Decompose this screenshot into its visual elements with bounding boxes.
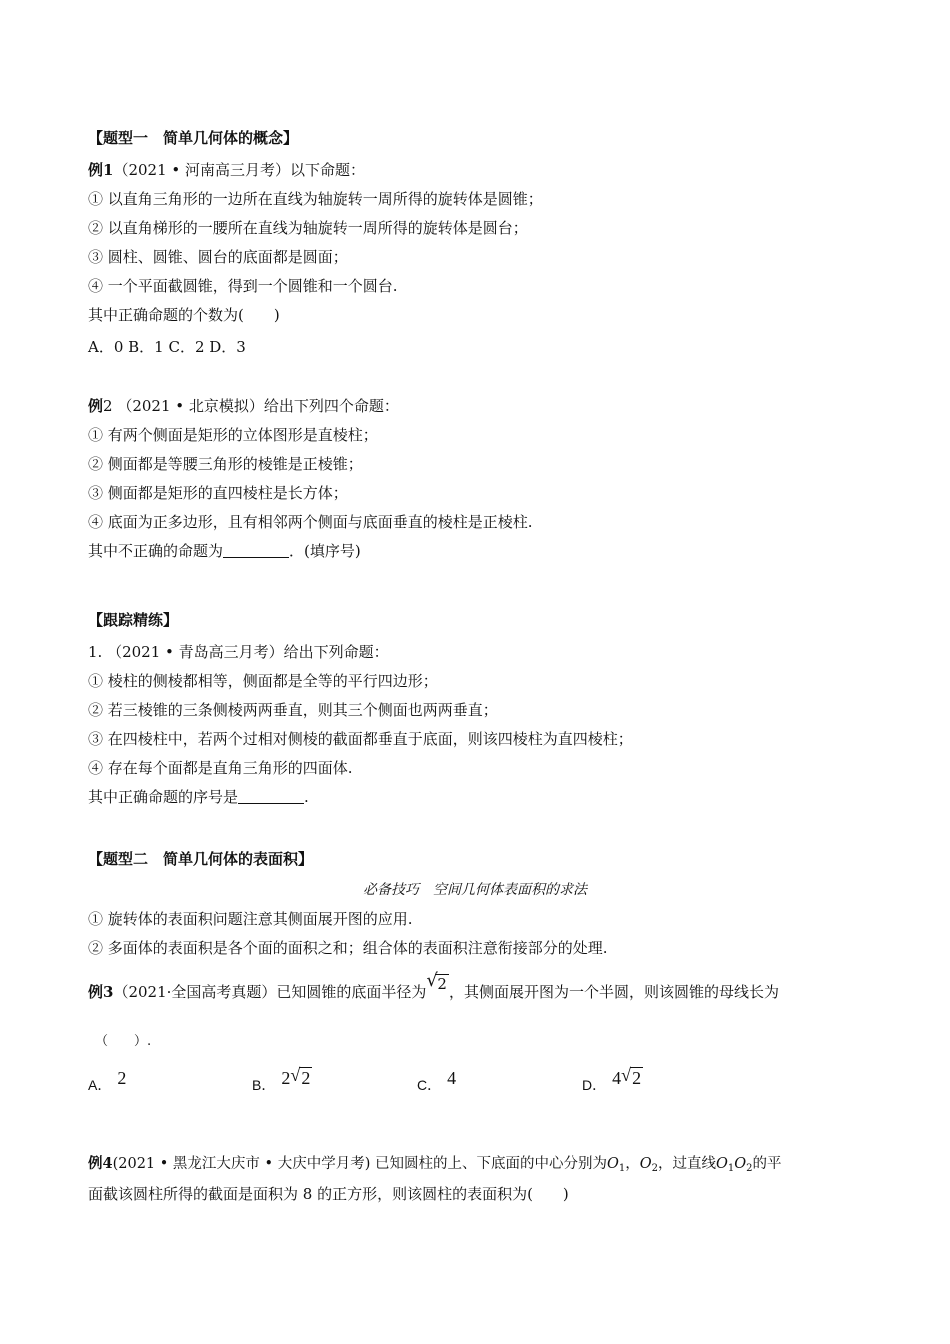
answer-blank bbox=[223, 543, 289, 558]
answer-blank bbox=[238, 789, 304, 804]
example-source: （2021 • 北京模拟）给出下列四个命题： bbox=[117, 397, 399, 415]
example-1-question: 其中正确命题的个数为( ) bbox=[88, 306, 280, 324]
coefficient: 4 bbox=[612, 1068, 622, 1088]
sqrt-expression bbox=[426, 970, 449, 994]
radicand: 2 bbox=[301, 1068, 311, 1088]
question-text: 其中正确命题的序号是 bbox=[88, 788, 239, 806]
option-d bbox=[582, 1065, 643, 1095]
example-text: ，其侧面展开图为一个半圆，则该圆锥的母线长为 bbox=[448, 983, 779, 1001]
example-text: ，过直线 bbox=[658, 1156, 716, 1172]
example-source: （2021 • 河南高三月考）以下命题： bbox=[113, 161, 366, 179]
example-1-item-1: ① 以直角三角形的一边所在直线为轴旋转一周所得的旋转体是圆锥； bbox=[88, 190, 543, 208]
example-label: 例 bbox=[88, 161, 104, 179]
sqrt-expression bbox=[290, 1065, 312, 1089]
example-1-item-3: ③ 圆柱、圆锥、圆台的底面都是圆面； bbox=[88, 248, 348, 266]
follow-1-item-2: ② 若三棱锥的三条侧棱两两垂直，则其三个侧面也两两垂直； bbox=[88, 701, 498, 719]
example-2-item-1: ① 有两个侧面是矩形的立体图形是直棱柱； bbox=[88, 426, 378, 444]
example-3-heading bbox=[88, 970, 779, 1002]
sqrt-expression bbox=[621, 1065, 643, 1089]
example-number: 3 bbox=[103, 983, 114, 1001]
example-1-options: A．0 B．1 C．2 D．3 bbox=[88, 338, 246, 356]
radical-sign: √ bbox=[621, 1065, 632, 1085]
example-3-paren: （ ）. bbox=[95, 1034, 152, 1049]
radical-sign: √ bbox=[426, 970, 438, 991]
tips-title: 必备技巧 空间几何体表面积的求法 bbox=[363, 882, 587, 898]
question-text: 其中不正确的命题为 bbox=[88, 542, 224, 560]
option-label: A． bbox=[88, 1077, 112, 1093]
option-value: 2 bbox=[117, 1068, 127, 1088]
example-1-heading bbox=[88, 160, 365, 180]
point-o2: $O_2$ bbox=[639, 1156, 658, 1174]
example-number: 2 bbox=[103, 397, 113, 415]
option-value bbox=[281, 1065, 312, 1088]
coefficient: 2 bbox=[281, 1068, 291, 1088]
question-suffix: . bbox=[304, 788, 309, 806]
option-c bbox=[417, 1068, 457, 1095]
follow-1-heading: 1. （2021 • 青岛高三月考）给出下列命题： bbox=[88, 643, 389, 661]
option-a bbox=[88, 1068, 127, 1095]
radicand: 2 bbox=[632, 1068, 642, 1088]
example-number: 4 bbox=[102, 1155, 113, 1172]
example-2-item-2: ② 侧面都是等腰三角形的棱锥是正棱锥； bbox=[88, 455, 363, 473]
option-label: B． bbox=[252, 1077, 276, 1093]
example-label: 例 bbox=[88, 1155, 103, 1172]
option-value: 4 bbox=[447, 1068, 457, 1088]
separator: ， bbox=[625, 1156, 640, 1172]
tips-item-1: ① 旋转体的表面积问题注意其侧面展开图的应用. bbox=[88, 910, 413, 928]
example-label: 例 bbox=[88, 397, 104, 415]
follow-1-item-1: ① 棱柱的侧棱都相等，侧面都是全等的平行四边形； bbox=[88, 672, 438, 690]
example-label: 例 bbox=[88, 983, 104, 1001]
example-4-line-1 bbox=[88, 1154, 782, 1179]
point-o1: $O_1$ bbox=[606, 1156, 626, 1174]
section-title-2: 【题型二 简单几何体的表面积】 bbox=[88, 850, 314, 868]
example-1-item-2: ② 以直角梯形的一腰所在直线为轴旋转一周所得的旋转体是圆台； bbox=[88, 219, 528, 237]
example-text: 的平 bbox=[752, 1156, 782, 1172]
example-2-heading bbox=[88, 396, 399, 416]
example-source: （2021·全国高考真题）已知圆锥的底面半径为 bbox=[113, 983, 427, 1001]
follow-1-item-4: ④ 存在每个面都是直角三角形的四面体. bbox=[88, 759, 353, 777]
example-2-question bbox=[88, 541, 361, 561]
example-2-item-3: ③ 侧面都是矩形的直四棱柱是长方体； bbox=[88, 484, 348, 502]
example-source: (2021 • 黑龙江大庆市 • 大庆中学月考) 已知圆柱的上、下底面的中心分别为 bbox=[112, 1156, 607, 1172]
section-title-1: 【题型一 简单几何体的概念】 bbox=[88, 129, 299, 147]
option-b bbox=[252, 1065, 312, 1095]
option-label: D． bbox=[582, 1077, 607, 1093]
tips-item-2: ② 多面体的表面积是各个面的面积之和；组合体的表面积注意衔接部分的处理. bbox=[88, 939, 608, 957]
section-title-follow: 【跟踪精练】 bbox=[88, 611, 179, 629]
option-value bbox=[612, 1065, 643, 1088]
example-1-item-4: ④ 一个平面截圆锥，得到一个圆锥和一个圆台. bbox=[88, 277, 398, 295]
radicand: 2 bbox=[437, 975, 447, 993]
example-2-item-4: ④ 底面为正多边形，且有相邻两个侧面与底面垂直的棱柱是正棱柱. bbox=[88, 513, 533, 531]
example-number: 1 bbox=[103, 161, 114, 179]
line-o1o2: $O_1O_2$ bbox=[716, 1156, 753, 1174]
question-suffix: ．(填序号) bbox=[289, 542, 361, 560]
radical-sign: √ bbox=[290, 1065, 301, 1085]
option-label: C． bbox=[417, 1077, 442, 1093]
follow-1-item-3: ③ 在四棱柱中，若两个过相对侧棱的截面都垂直于底面，则该四棱柱为直四棱柱； bbox=[88, 730, 633, 748]
example-4-line-2: 面截该圆柱所得的截面是面积为 8 的正方形，则该圆柱的表面积为( ) bbox=[88, 1185, 569, 1203]
follow-1-question bbox=[88, 787, 309, 807]
